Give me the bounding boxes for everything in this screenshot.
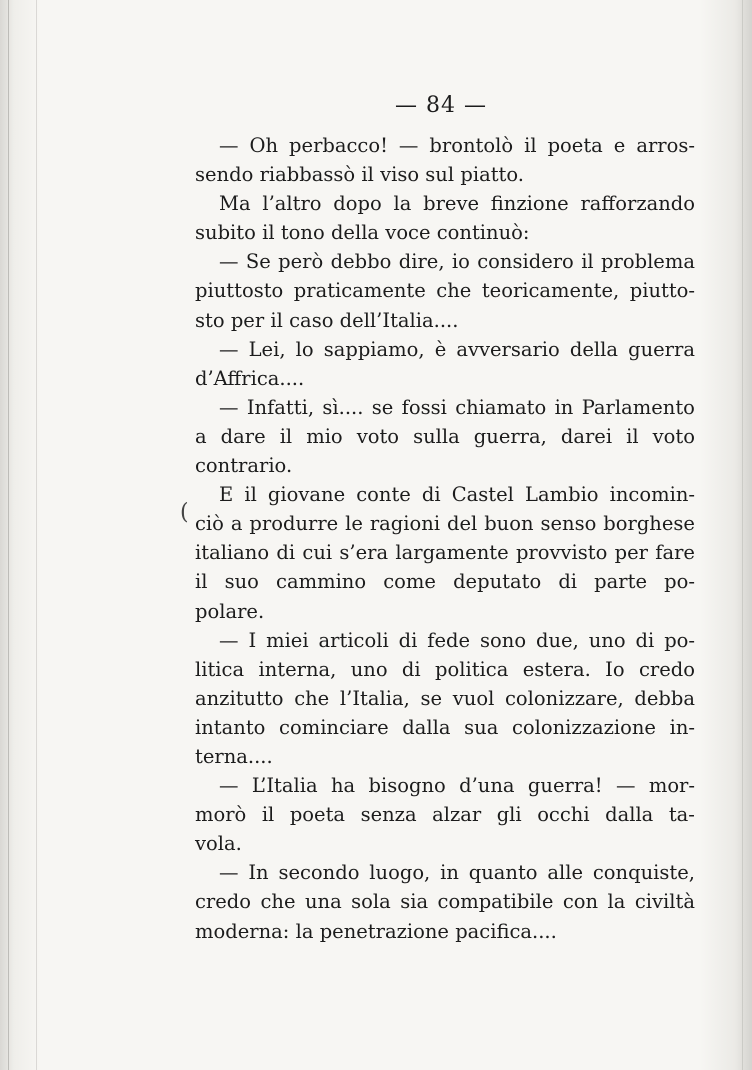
word: luogo,	[369, 861, 431, 885]
text-line	[195, 858, 695, 887]
text-line	[195, 829, 695, 858]
word: il	[279, 424, 293, 448]
word: guerra,	[473, 424, 547, 448]
word: sto	[195, 308, 225, 332]
word: provvisto	[515, 541, 608, 565]
word: piuttosto	[195, 279, 284, 303]
word: intanto	[195, 715, 266, 739]
word: debbo	[330, 250, 392, 274]
word: miei	[266, 628, 309, 652]
page-edge-line	[8, 0, 9, 1070]
text-line	[195, 306, 695, 335]
word: con	[562, 890, 599, 914]
word: d’una	[459, 774, 515, 798]
word: a	[230, 512, 243, 536]
word: di	[558, 570, 578, 594]
word: continuò:	[436, 221, 530, 245]
word: di	[401, 657, 421, 681]
word: ha	[330, 774, 356, 798]
word: uno	[588, 628, 626, 652]
word: occhi	[537, 803, 590, 827]
word: a	[195, 424, 207, 448]
word: di	[635, 628, 655, 652]
word: per	[230, 308, 265, 332]
word: anzitutto	[195, 686, 284, 710]
word: in	[440, 861, 459, 885]
word: politica	[435, 657, 509, 681]
word: morò	[195, 803, 247, 827]
word: brontolò	[429, 134, 514, 157]
word: —	[219, 774, 239, 798]
word: breve	[423, 192, 480, 216]
page-number: — 84 —	[395, 93, 487, 118]
word: problema	[601, 250, 695, 274]
word: chiamato	[455, 395, 547, 419]
word: bisogno	[368, 774, 446, 798]
word: avversario	[456, 337, 560, 361]
word: uno	[350, 657, 388, 681]
word: poeta	[289, 803, 346, 827]
word: sua	[464, 715, 499, 739]
word: terna....	[195, 744, 273, 768]
word: voto	[652, 424, 695, 448]
word: sul	[425, 163, 455, 187]
word: conquiste,	[592, 861, 695, 885]
word: piutto-	[629, 279, 695, 303]
word: fede	[427, 628, 471, 652]
text-line	[195, 713, 695, 742]
word: compatibile	[437, 890, 554, 914]
word: largamente	[395, 541, 509, 565]
word: produrre	[249, 512, 339, 536]
word: alle	[547, 861, 584, 885]
word: L’Italia	[251, 774, 318, 798]
word: cui	[302, 541, 333, 565]
word: —	[219, 134, 239, 157]
word: dalla	[402, 715, 451, 739]
body-text	[195, 131, 695, 946]
word: sì....	[322, 395, 364, 419]
word: se	[371, 395, 394, 419]
word: quanto	[468, 861, 538, 885]
word: una	[304, 890, 342, 914]
text-line	[195, 742, 695, 771]
word: il	[195, 570, 208, 594]
word: incomin-	[609, 483, 695, 507]
word: il	[261, 803, 275, 827]
word: che	[294, 686, 330, 710]
word: subito	[195, 221, 256, 245]
word: guerra!	[527, 774, 603, 798]
margin-mark: (	[180, 500, 189, 525]
word: ta-	[668, 803, 695, 827]
word: per	[614, 541, 648, 565]
word: il	[270, 308, 283, 332]
text-line	[195, 276, 695, 305]
word: po-	[664, 628, 695, 652]
word: penetrazione	[319, 919, 449, 943]
text-line	[195, 509, 695, 538]
word: ragioni	[369, 512, 441, 536]
word: buon	[484, 512, 534, 536]
word: praticamente	[293, 279, 426, 303]
text-line	[195, 335, 695, 364]
word: di	[276, 541, 296, 565]
word: mio	[306, 424, 343, 448]
text-line	[195, 218, 695, 247]
text-line	[195, 800, 695, 829]
word: secondo	[278, 861, 360, 885]
word: di	[421, 483, 441, 507]
page-edge-line	[36, 0, 37, 1070]
word: darei	[560, 424, 613, 448]
word: il	[524, 134, 537, 157]
word: fare	[655, 541, 695, 565]
text-line	[195, 771, 695, 800]
word: pacifica....	[455, 919, 557, 943]
word: Se	[245, 250, 271, 274]
word: debba	[634, 686, 695, 710]
word: dell’Italia....	[339, 308, 459, 332]
text-line	[195, 393, 695, 422]
word: viso	[380, 163, 420, 187]
word: voto	[356, 424, 400, 448]
word: però	[278, 250, 324, 274]
word: sola	[351, 890, 391, 914]
text-line	[195, 626, 695, 655]
word: della	[569, 337, 618, 361]
text-line	[195, 655, 695, 684]
word: dalla	[605, 803, 654, 827]
word: lo	[295, 337, 314, 361]
word: l’altro	[262, 192, 322, 216]
word: il	[626, 424, 639, 448]
word: io	[451, 250, 470, 274]
word: considero	[477, 250, 574, 274]
word: senza	[360, 803, 417, 827]
word: sono	[480, 628, 527, 652]
word: borghese	[603, 512, 695, 536]
word: —	[615, 774, 636, 798]
text-line	[195, 189, 695, 218]
word: —	[219, 395, 239, 419]
word: Lambio	[525, 483, 599, 507]
word: sia	[400, 890, 429, 914]
word: ciò	[195, 512, 224, 536]
word: parte	[594, 570, 647, 594]
word: colonizzare,	[505, 686, 624, 710]
word: che	[260, 890, 296, 914]
word: due,	[536, 628, 579, 652]
word: le	[345, 512, 363, 536]
word: moderna:	[195, 919, 290, 943]
word: fossi	[401, 395, 447, 419]
word: italiano	[195, 541, 270, 565]
word: e	[613, 134, 626, 157]
word: giovane	[267, 483, 346, 507]
word: dare	[220, 424, 266, 448]
word: articoli	[318, 628, 389, 652]
word: colonizzazione	[511, 715, 656, 739]
word: tono	[280, 221, 325, 245]
word: è	[434, 337, 447, 361]
word: cammino	[276, 570, 367, 594]
word: conte	[356, 483, 411, 507]
word: cominciare	[279, 715, 389, 739]
word: polare.	[195, 599, 265, 623]
word: Infatti,	[246, 395, 315, 419]
word: il	[244, 483, 257, 507]
text-line	[195, 887, 695, 916]
word: civiltà	[634, 890, 695, 914]
word: credo	[638, 657, 695, 681]
word: poeta	[547, 134, 603, 157]
word: vola.	[195, 832, 242, 856]
word: Oh	[249, 134, 279, 157]
text-line	[195, 597, 695, 626]
word: estera.	[522, 657, 591, 681]
word: arros-	[636, 134, 695, 157]
word: sulla	[413, 424, 460, 448]
word: vuol	[452, 686, 495, 710]
word: —	[219, 337, 239, 361]
word: suo	[224, 570, 259, 594]
text-line	[195, 538, 695, 567]
word: dire,	[398, 250, 445, 274]
word: della	[330, 221, 380, 245]
word: contrario.	[195, 454, 293, 478]
word: —	[219, 628, 239, 652]
word: po-	[664, 570, 695, 594]
word: alzar	[432, 803, 482, 827]
word: s’era	[339, 541, 389, 565]
text-line	[195, 422, 695, 451]
word: sendo	[195, 163, 254, 187]
word: Parlamento	[581, 395, 695, 419]
page-edge-line	[742, 0, 743, 1070]
word: la	[393, 192, 412, 216]
word: finzione	[490, 192, 569, 216]
word: Lei,	[248, 337, 286, 361]
word: in	[554, 395, 574, 419]
word: voce	[385, 221, 431, 245]
word: gli	[496, 803, 522, 827]
text-line	[195, 480, 695, 509]
text-line	[195, 247, 695, 276]
word: interna,	[258, 657, 337, 681]
word: dopo	[333, 192, 382, 216]
word: litica	[195, 657, 245, 681]
word: In	[248, 861, 269, 885]
word: riabbassò	[259, 163, 356, 187]
text-line	[195, 917, 695, 946]
word: rafforzando	[580, 192, 695, 216]
word: deputato	[453, 570, 542, 594]
word: —	[219, 250, 239, 274]
word: la	[607, 890, 626, 914]
word: il	[581, 250, 594, 274]
word: di	[398, 628, 418, 652]
word: I	[248, 628, 257, 652]
text-line	[195, 567, 695, 596]
text-line	[195, 684, 695, 713]
word: Castel	[451, 483, 514, 507]
text-line	[195, 451, 695, 480]
word: senso	[540, 512, 597, 536]
word: Io	[605, 657, 625, 681]
word: Ma	[219, 192, 251, 216]
word: se	[420, 686, 443, 710]
word: il	[262, 221, 275, 245]
word: guerra	[628, 337, 695, 361]
word: sappiamo,	[323, 337, 425, 361]
word: come	[383, 570, 436, 594]
word: E	[219, 483, 234, 507]
text-line	[195, 160, 695, 189]
word: d’Affrica....	[195, 366, 305, 390]
word: credo	[195, 890, 252, 914]
text-line	[195, 131, 695, 160]
word: —	[398, 134, 419, 157]
word: caso	[289, 308, 334, 332]
word: perbacco!	[289, 134, 388, 157]
word: il	[361, 163, 374, 187]
text-line	[195, 364, 695, 393]
word: che	[436, 279, 472, 303]
word: mor-	[648, 774, 695, 798]
word: teoricamente,	[481, 279, 620, 303]
word: piatto.	[460, 163, 524, 187]
word: del	[447, 512, 478, 536]
word: l’Italia,	[339, 686, 410, 710]
word: la	[295, 919, 314, 943]
word: in-	[669, 715, 695, 739]
word: —	[219, 861, 239, 885]
